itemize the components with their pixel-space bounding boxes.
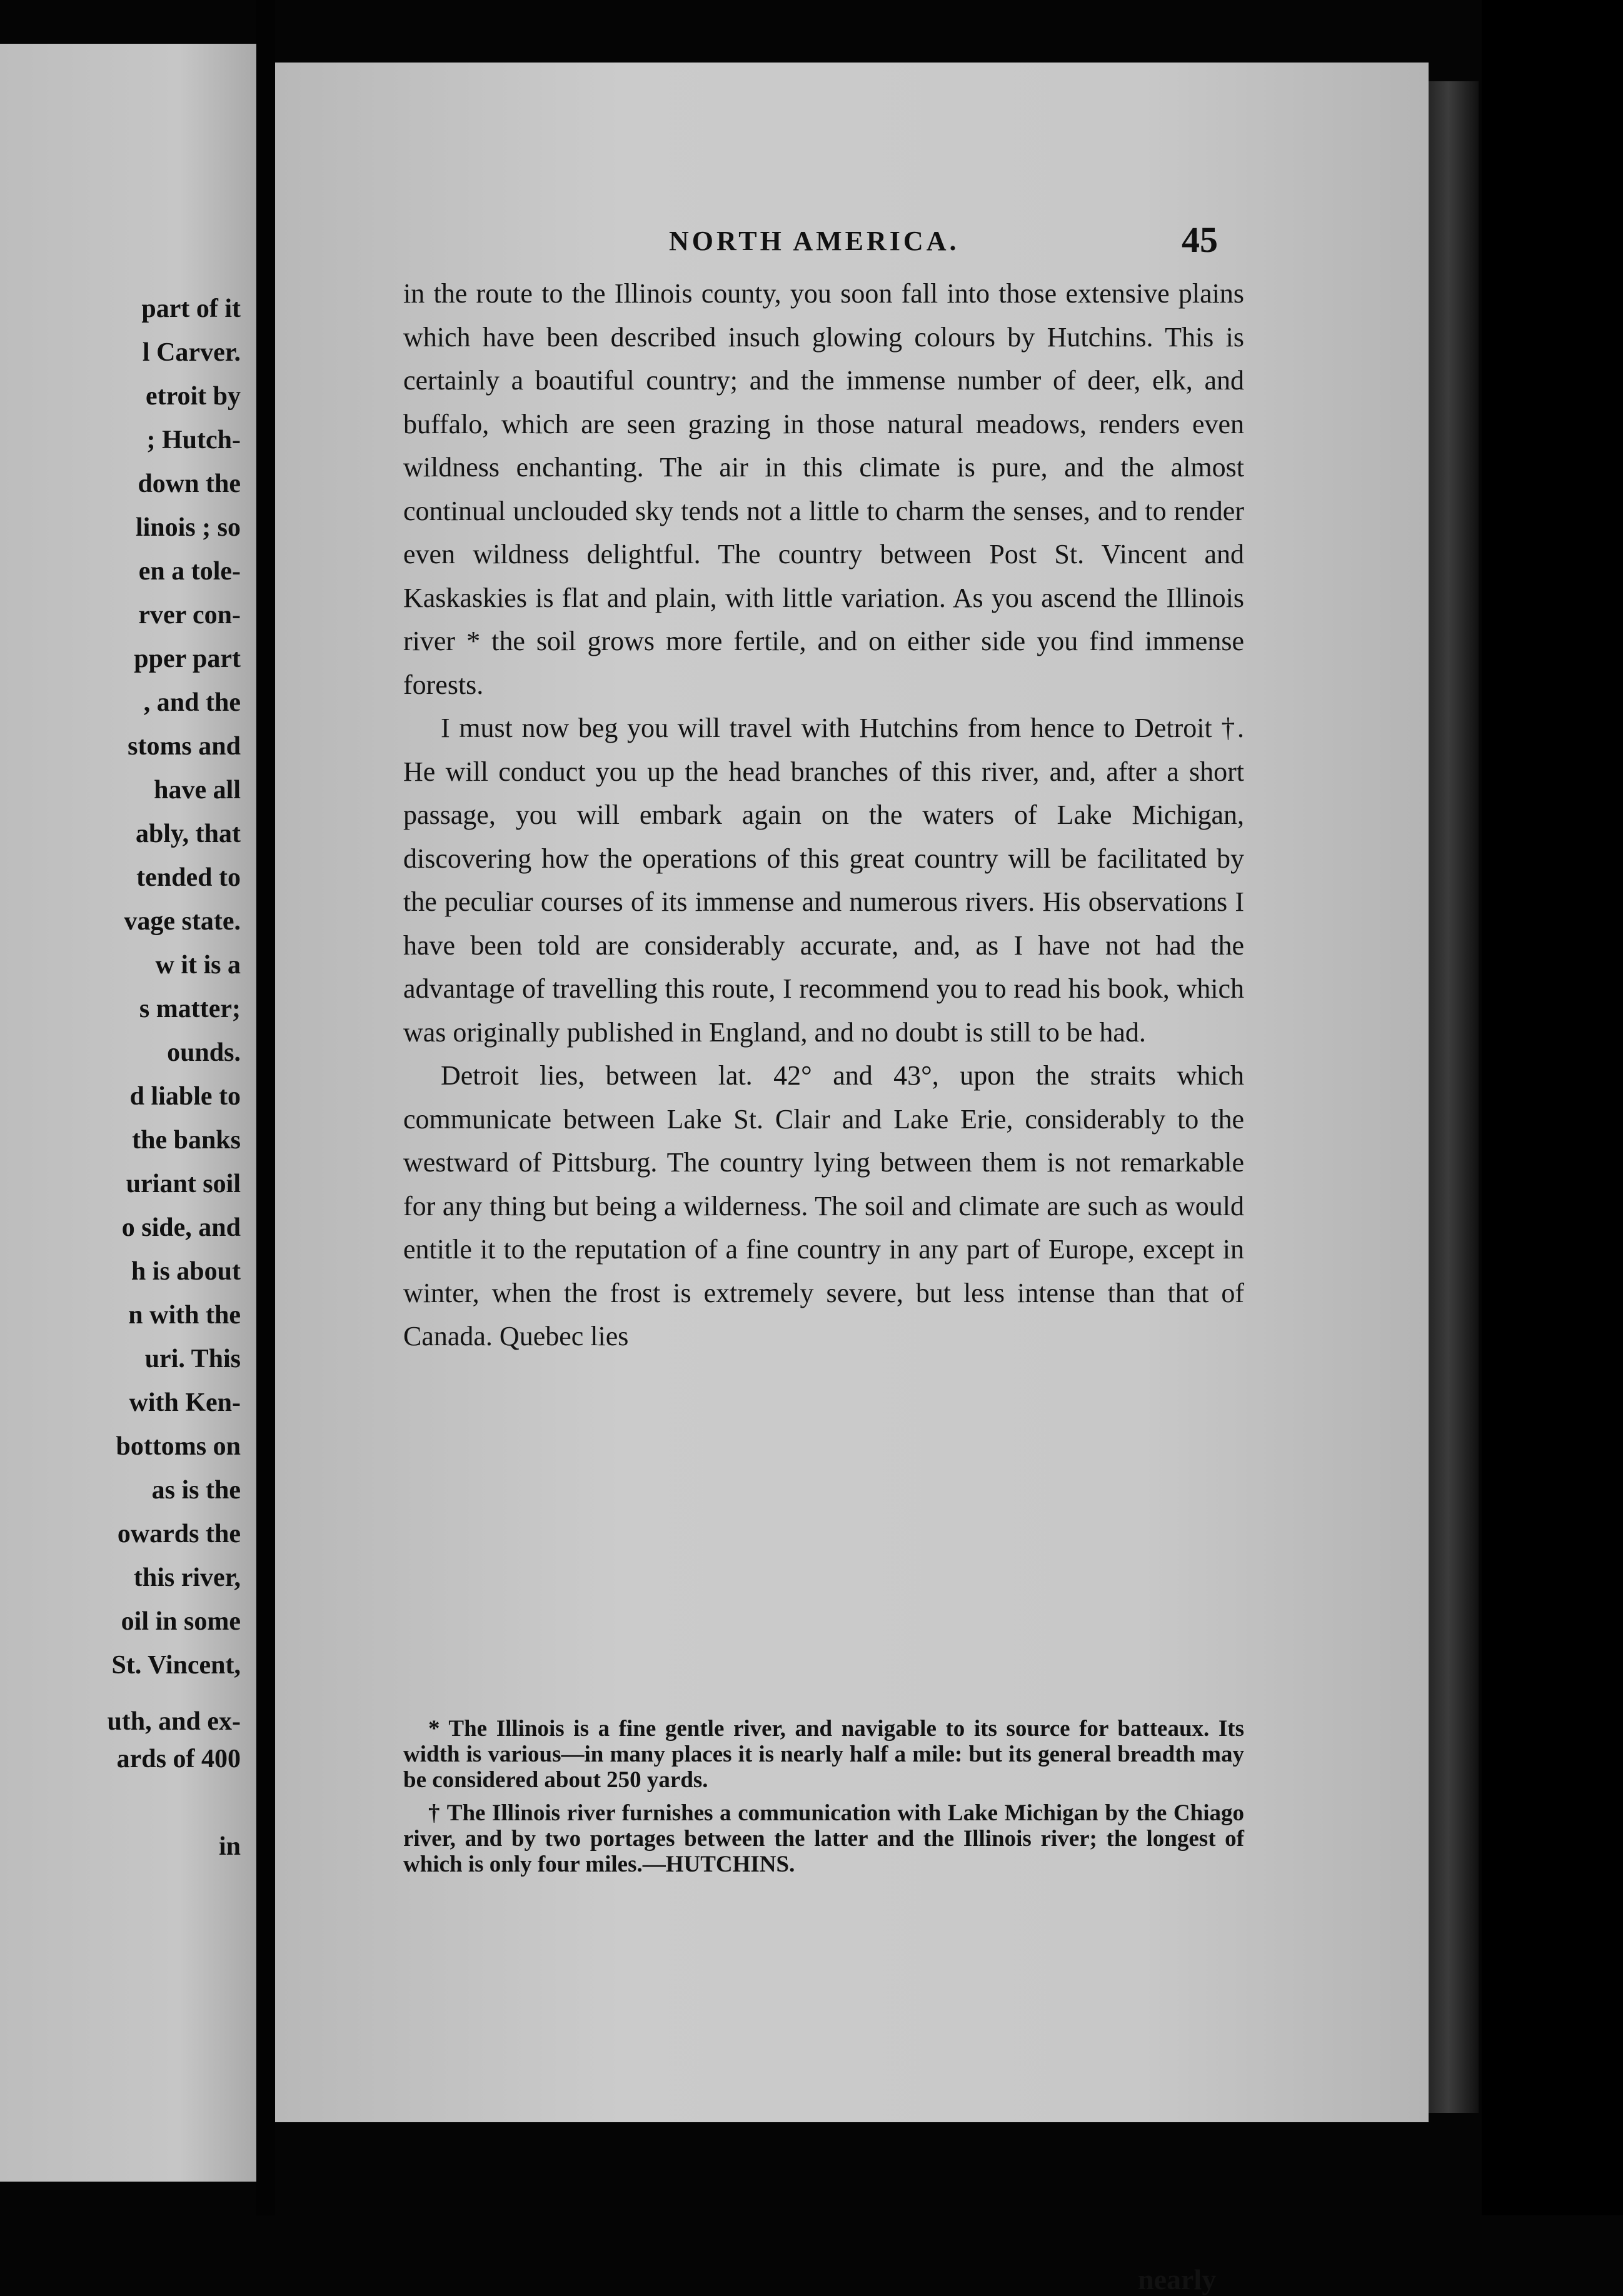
left-line: d liable to [129,1082,241,1111]
body-text [403,272,1244,1358]
page-number: 45 [1182,219,1218,260]
running-head [275,219,1429,263]
left-line: this river, [133,1563,241,1592]
left-line: etroit by [145,382,241,411]
left-line: ards of 400 [116,1745,241,1773]
left-line: have all [154,776,241,805]
left-line: o side, and [121,1213,241,1242]
left-line: down the [138,469,241,498]
left-line: linois ; so [135,513,241,542]
catchword: nearly [1138,2263,1217,2295]
page-edge-shadow [1429,81,1479,2113]
footnote: † The Illinois river furnishes a communication with Lake Michigan by the Chiago river, and by two portages between the latter and the Illinois river; the longest of which is only four miles.—HUTCHINS. [403,1800,1244,1877]
running-title: NORTH AMERICA. [669,226,960,256]
left-line: n with the [128,1301,241,1330]
left-line: the banks [132,1126,241,1155]
left-line: ably, that [135,820,241,848]
footnotes [403,1716,1244,1885]
left-line: l Carver. [142,338,241,367]
left-line: owards the [117,1520,241,1548]
paragraph: in the route to the Illinois county, you soon fall into those extensive plains which have been described insuch glowing colours by Hutchins. This is certainly a boautiful country; and the immense number of deer, elk, and buffalo, which are seen grazing in those natural meadows, renders even wildness enchanting. The air in this climate is pure, and the almost continual unclouded sky tends not a little to charm the senses, and to render even wildness delightful. The country between Post St. Vincent and Kaskaskies is flat and plain, with little variation. As you ascend the Illinois river * the soil grows more fertile, and on either side you find immense forests. [403,278,1244,700]
left-line: uth, and ex- [107,1707,241,1736]
right-page [275,63,1429,2295]
left-line: rver con- [138,601,241,629]
scan-background [1482,0,1623,2215]
paragraph: Detroit lies, between lat. 42° and 43°, upon the straits which communicate between Lake St. Clair and Lake Erie, considerably to the westward of Pittsburg. The country lying between them is not remarkable for any thing but being a wilderness. The soil and climate are such as would entitle it to the reputation of a fine country in any part of Europe, except in winter, when the frost is extremely severe, but less intense than that of Canada. Quebec lies [403,1060,1244,1351]
footnote: * The Illinois is a fine gentle river, and navigable to its source for batteaux. Its width is various—in many places it is nearly half a mile: but its general breadth may be considered about 250 yards. [403,1716,1244,1793]
left-line: with Ken- [129,1388,241,1417]
left-line: ; Hutch- [146,426,241,454]
book-gutter [256,0,275,2215]
left-line: uri. This [144,1345,241,1373]
left-line: as is the [151,1476,241,1505]
left-line: , and the [143,688,241,717]
left-line: ounds. [167,1038,241,1067]
left-line: stoms and [128,732,241,761]
left-line: s matter; [139,995,241,1023]
left-catchword: in [218,1832,241,1861]
left-line: bottoms on [116,1432,241,1461]
left-line: uriant soil [126,1170,241,1198]
left-line: w it is a [155,951,241,980]
paragraph: I must now beg you will travel with Hutchins from hence to Detroit †. He will conduct you up the head branches of this river, and, after a short passage, you will embark again on the waters of Lake Michigan, discovering how the operations of this great country will be facilitated by the peculiar courses of its immense and numerous rivers. His observations I have been told are considerably accurate, and, as I have not had the advantage of travelling this route, I recommend you to read his book, which was originally published in England, and no doubt is still to be had. [403,713,1244,1048]
left-line: en a tole- [138,557,241,586]
left-line: h is about [131,1257,241,1286]
left-line: part of it [141,294,241,323]
left-line: vage state. [124,907,241,936]
left-page-fragment [0,44,256,2182]
left-line: St. Vincent, [111,1651,241,1680]
left-line: tended to [136,863,241,892]
left-line: oil in some [121,1607,241,1636]
left-line: pper part [134,644,241,673]
